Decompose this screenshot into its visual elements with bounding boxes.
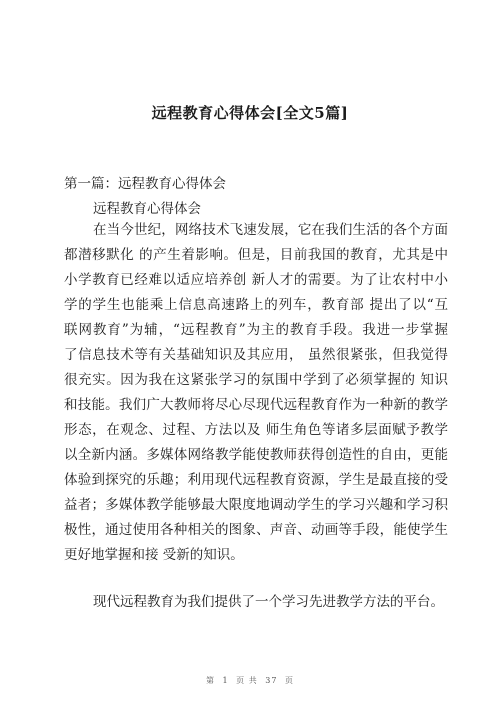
paragraph-line: 更好地掌握和接 受新的知识。 bbox=[64, 547, 244, 563]
paragraph-line: 极性，通过使用各种相关的图象、声音、动画等手段，能使学生 bbox=[64, 522, 448, 538]
footer-suffix: 页 bbox=[285, 676, 294, 685]
section-heading: 第一篇：远程教育心得体会 bbox=[64, 176, 226, 192]
paragraph-line: 小学教育已经难以适应培养创 新人才的需要。为了让农村中小 bbox=[64, 272, 448, 288]
page-footer bbox=[0, 675, 500, 686]
paragraph-line: 益者；多媒体教学能够最大限度地调动学生的学习兴趣和学习积 bbox=[64, 497, 448, 513]
paragraph-line: 了信息技术等有关基础知识及其应用， 虽然很紧张，但我觉得 bbox=[64, 347, 448, 363]
paragraph-line: 很充实。因为我在这紧张学习的氛围中学到了必须掌握的 知识 bbox=[64, 372, 448, 388]
paragraph-line: 以全新内涵。多媒体网络教学能使教师获得创造性的自由，更能 bbox=[64, 447, 448, 463]
paragraph-line: 联网教育”为辅，“远程教育”为主的教育手段。我进一步掌握 bbox=[64, 322, 448, 338]
footer-prefix: 第 bbox=[205, 676, 215, 685]
paragraph-line: 学的学生也能乘上信息高速路上的列车，教育部 提出了以“互 bbox=[64, 297, 448, 313]
paragraph-line: 体验到探究的乐趣；利用现代远程教育资源，学生是最直接的受 bbox=[64, 472, 448, 488]
body-paragraph-2: 现代远程教育为我们提供了一个学习先进教学方法的平台。 bbox=[93, 594, 444, 610]
footer-page-number: 1 bbox=[222, 676, 229, 685]
document-title: 远程教育心得体会[全文5篇] bbox=[151, 104, 349, 122]
paragraph-line: 和技能。我们广大教师将尽心尽现代远程教育作为一种新的教学 bbox=[64, 397, 448, 413]
paragraph-line: 都潜移默化 的产生着影响。但是，目前我国的教育，尤其是中 bbox=[64, 247, 448, 263]
footer-total-pages: 37 bbox=[265, 676, 278, 685]
paragraph-line: 形态，在观念、过程、方法以及 师生角色等诸多层面赋予教学 bbox=[64, 422, 448, 438]
footer-mid: 页 共 bbox=[236, 676, 258, 685]
paragraph-line: 在当今世纪，网络技术飞速发展，它在我们生活的各个方面 bbox=[93, 222, 448, 238]
article-subtitle: 远程教育心得体会 bbox=[93, 201, 201, 217]
body-paragraph-1 bbox=[64, 218, 448, 568]
